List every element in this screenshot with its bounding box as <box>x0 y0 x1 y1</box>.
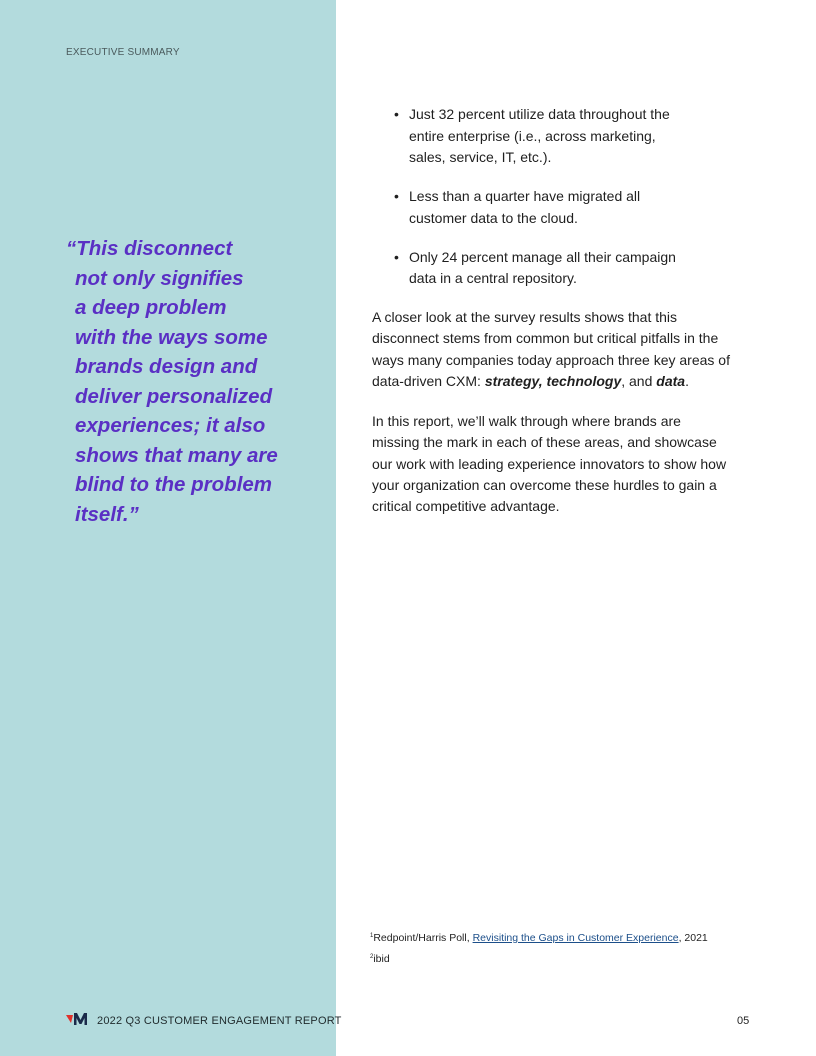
emphasis-strategy-technology: strategy, technology <box>484 372 622 389</box>
page-number: 05 <box>737 1015 750 1027</box>
bullet-line: customer data to the cloud. <box>409 209 578 226</box>
bullet-dot: • <box>394 188 399 204</box>
footnote-1 <box>370 927 708 948</box>
footnotes <box>370 927 708 969</box>
pull-quote-line: brands design and <box>75 355 258 378</box>
footer-report-title: 2022 Q3 CUSTOMER ENGAGEMENT REPORT <box>97 1015 342 1027</box>
bullet-line: Less than a quarter have migrated all <box>409 188 641 204</box>
stat-bullet-list <box>394 104 714 307</box>
paragraph-line: disconnect stems from common but critical pitfalls in the <box>372 330 719 347</box>
pull-quote <box>66 234 326 529</box>
paragraph-line: your organization can overcome these hurdles to gain a <box>372 476 717 493</box>
footnote-source-link[interactable]: Revisiting the Gaps in Customer Experience <box>472 932 679 944</box>
footnote-text: ibid <box>373 953 390 965</box>
pull-quote-line: blind to the problem <box>75 473 273 496</box>
emphasis-data: data <box>656 372 686 389</box>
bullet-dot: • <box>394 106 399 122</box>
logo-red-mark <box>66 1015 73 1023</box>
body-paragraph-survey <box>372 307 752 392</box>
pull-quote-line: with the ways some <box>75 325 268 349</box>
bullet-line: sales, service, IT, etc.). <box>409 149 552 165</box>
bullet-item <box>394 186 714 229</box>
logo-m-mark <box>74 1013 87 1025</box>
bullet-dot: • <box>394 248 399 265</box>
paragraph-line: our work with leading experience innovators to show how <box>372 455 727 472</box>
bullet-item <box>394 247 714 290</box>
footnote-number: 1 <box>370 933 374 939</box>
pull-quote-line: not only signifies <box>75 266 244 290</box>
footnote-2 <box>370 948 708 969</box>
paragraph-line: data-driven CXM: <box>372 372 485 389</box>
bullet-line: data in a central repository. <box>409 270 577 286</box>
footnote-text: Redpoint/Harris Poll, <box>373 932 473 944</box>
paragraph-line: critical competitive advantage. <box>372 498 560 515</box>
paragraph-fragment: . <box>685 372 689 389</box>
paragraph-line: missing the mark in each of these areas, and showcase <box>372 434 717 451</box>
paragraph-fragment: , and <box>621 372 657 389</box>
pull-quote-line: “This disconnect <box>66 237 233 260</box>
pull-quote-line: a deep problem <box>75 296 227 319</box>
bullet-item <box>394 104 714 169</box>
paragraph-line: A closer look at the survey results shows that this <box>372 309 678 325</box>
footnote-text: , 2021 <box>678 932 708 944</box>
bullet-line: Only 24 percent manage all their campaign <box>409 248 676 265</box>
pull-quote-line: shows that many are <box>75 443 278 467</box>
bullet-line: entire enterprise (i.e., across marketing, <box>409 127 656 144</box>
brand-logo-icon <box>66 1012 88 1026</box>
paragraph-line: ways many companies today approach three key areas of <box>372 351 730 368</box>
section-label: EXECUTIVE SUMMARY <box>66 47 180 58</box>
bullet-line: Just 32 percent utilize data throughout the <box>409 106 670 122</box>
pull-quote-line: experiences; it also <box>75 414 266 437</box>
body-paragraph-report <box>372 411 752 517</box>
pull-quote-line: itself.” <box>75 502 139 526</box>
paragraph-line: In this report, we’ll walk through where brands are <box>372 413 681 429</box>
footnote-number: 2 <box>370 954 374 960</box>
pull-quote-line: deliver personalized <box>75 384 273 408</box>
